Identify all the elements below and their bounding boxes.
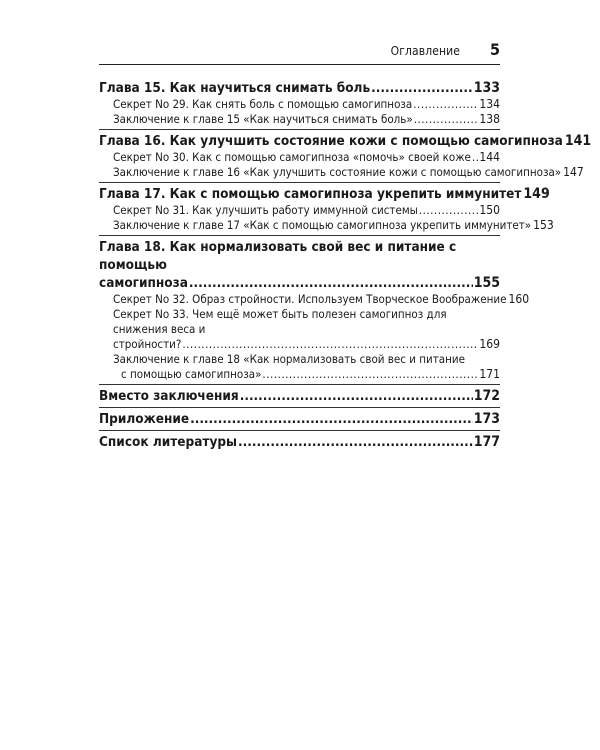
- toc-entry-page: 138: [479, 112, 500, 126]
- leader-dots: [413, 97, 478, 112]
- toc-entry-page: 169: [479, 337, 500, 351]
- toc-entry-page: 150: [479, 203, 500, 217]
- divider: [99, 182, 500, 183]
- toc-chapter-15[interactable]: [99, 79, 500, 97]
- toc-references[interactable]: [99, 433, 500, 451]
- toc-entry-title: стройности?: [113, 337, 182, 351]
- leader-dots: [189, 274, 473, 292]
- leader-dots: [182, 337, 478, 352]
- toc-entry-title: Список литературы: [99, 434, 238, 450]
- toc-conclusion-15[interactable]: [99, 112, 500, 127]
- toc-entry-page: 147: [563, 165, 584, 179]
- toc-entry-page: 153: [533, 218, 554, 232]
- toc-secret-33-line1[interactable]: Секрет No 33. Чем ещё может быть полезен самогипноз для снижения веса и: [113, 307, 447, 336]
- toc-entry-page: 160: [508, 292, 530, 306]
- toc-entry-page: 149: [523, 186, 550, 202]
- divider: [99, 129, 500, 130]
- toc-afterword[interactable]: [99, 387, 500, 405]
- toc-secret-32[interactable]: [99, 292, 530, 307]
- toc-entry-title: Заключение к главе 15 «Как научиться снимать боль»: [113, 112, 413, 126]
- toc-conclusion-17[interactable]: [99, 218, 554, 233]
- toc-entry-title: Секрет No 30. Как с помощью самогипноза «помочь» своей коже: [113, 150, 471, 164]
- running-header: [99, 40, 500, 65]
- leader-dots: [414, 112, 479, 127]
- toc-chapter-17[interactable]: [99, 185, 550, 203]
- toc-entry-title: Приложение: [99, 411, 190, 427]
- toc-entry-title: с помощью самогипноза»: [121, 367, 262, 381]
- toc-appendix[interactable]: [99, 410, 500, 428]
- toc-entry-title: самогипноза: [99, 275, 188, 291]
- toc-entry-title: Заключение к главе 17 «Как с помощью самогипноза укрепить иммунитет»: [113, 218, 532, 232]
- divider: [99, 407, 500, 408]
- toc-chapter-16[interactable]: [99, 132, 592, 150]
- toc-entry-page: 141: [564, 133, 592, 149]
- toc-entry-page: 144: [479, 150, 500, 164]
- toc-conclusion-16[interactable]: [99, 165, 584, 180]
- leader-dots: [240, 387, 473, 405]
- toc-entry-title: Секрет No 31. Как улучшить работу иммунной системы: [113, 203, 418, 217]
- toc-entry-title: Глава 17. Как с помощью самогипноза укрепить иммунитет: [99, 186, 522, 202]
- toc-chapter-18-line1[interactable]: Глава 18. Как нормализовать свой вес и питание с помощью: [99, 239, 457, 273]
- toc-entry-title: Секрет No 32. Образ стройности. Используем Творческое Воображение: [113, 292, 507, 306]
- leader-dots: [472, 150, 479, 165]
- toc-entry-title: Вместо заключения: [99, 388, 239, 404]
- toc-secret-30[interactable]: [99, 150, 500, 165]
- leader-dots: [371, 79, 473, 97]
- leader-dots: [262, 367, 478, 382]
- toc-conclusion-18-line1[interactable]: Заключение к главе 18 «Как нормализовать свой вес и питание: [113, 352, 465, 366]
- toc-entry-page: 171: [479, 367, 500, 381]
- toc-secret-33[interactable]: [99, 337, 500, 352]
- toc-entry-title: Заключение к главе 16 «Как улучшить состояние кожи с помощью самогипноза»: [113, 165, 562, 179]
- leader-dots: [238, 433, 473, 451]
- leader-dots: [190, 410, 473, 428]
- toc-secret-31[interactable]: [99, 203, 500, 218]
- toc-entry-page: 155: [473, 275, 500, 291]
- toc-entry-title: Секрет No 29. Как снять боль с помощью самогипноза: [113, 97, 413, 111]
- divider: [99, 430, 500, 431]
- toc-entry-title: Глава 15. Как научиться снимать боль: [99, 80, 371, 96]
- toc-entry-page: 173: [473, 411, 500, 427]
- toc-entry-page: 134: [479, 97, 500, 111]
- page-number: 5: [489, 40, 500, 59]
- toc-secret-29[interactable]: [99, 97, 500, 112]
- toc-chapter-18[interactable]: [99, 274, 500, 292]
- table-of-contents: [99, 77, 592, 451]
- toc-entry-page: 177: [473, 434, 500, 450]
- divider: [99, 384, 500, 385]
- toc-conclusion-18[interactable]: [99, 367, 500, 382]
- toc-entry-title: Глава 16. Как улучшить состояние кожи с помощью самогипноза: [99, 133, 563, 149]
- leader-dots: [419, 203, 479, 218]
- divider: [99, 235, 500, 236]
- toc-entry-page: 172: [473, 388, 500, 404]
- toc-entry-page: 133: [473, 80, 500, 96]
- header-title: Оглавление: [390, 44, 460, 58]
